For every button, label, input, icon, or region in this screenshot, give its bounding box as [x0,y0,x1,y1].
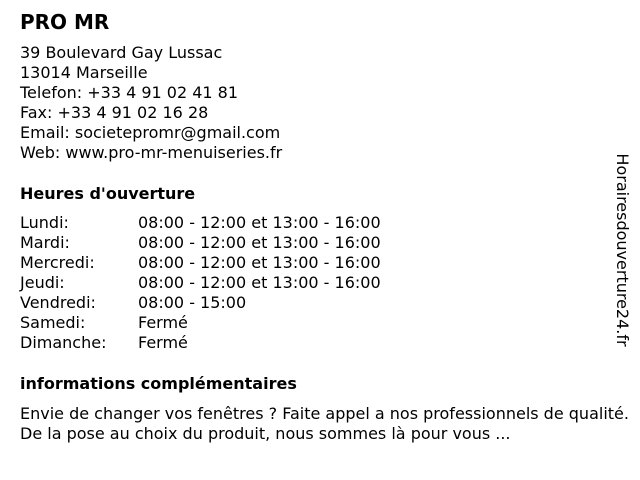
day-label: Mercredi: [20,253,95,272]
day-label: Dimanche: [20,333,107,352]
time-value: 08:00 - 12:00 et 13:00 - 16:00 [138,253,381,272]
email-line: Email: societepromr@gmail.com [20,123,281,142]
time-value: 08:00 - 12:00 et 13:00 - 16:00 [138,233,381,252]
contact-block [20,43,282,163]
web-line: Web: www.pro-mr-menuiseries.fr [20,143,283,162]
time-value: Fermé [138,333,188,352]
opening-hours-heading: Heures d'ouverture [20,184,196,203]
business-name: PRO MR [20,10,110,34]
address-street: 39 Boulevard Gay Lussac [20,43,223,62]
day-label: Lundi: [20,213,69,232]
day-label: Samedi: [20,313,86,332]
address-city: 13014 Marseille [20,63,148,82]
additional-info-text: Envie de changer vos fenêtres ? Faite appel a nos professionnels de qualité. De la pose au choix du produit, nous sommes là pour vous ... [20,404,629,443]
fax-line: Fax: +33 4 91 02 16 28 [20,103,209,122]
time-value: 08:00 - 12:00 et 13:00 - 16:00 [138,273,381,292]
day-label: Jeudi: [20,273,65,292]
phone-line: Telefon: +33 4 91 02 41 81 [20,83,239,102]
time-value: 08:00 - 15:00 [138,293,247,312]
day-label: Vendredi: [20,293,96,312]
time-value: 08:00 - 12:00 et 13:00 - 16:00 [138,213,381,232]
time-value: Fermé [138,313,188,332]
day-label: Mardi: [20,233,70,252]
site-watermark: Horairesdouverture24.fr [613,153,632,347]
additional-info-heading: informations complémentaires [20,374,297,393]
